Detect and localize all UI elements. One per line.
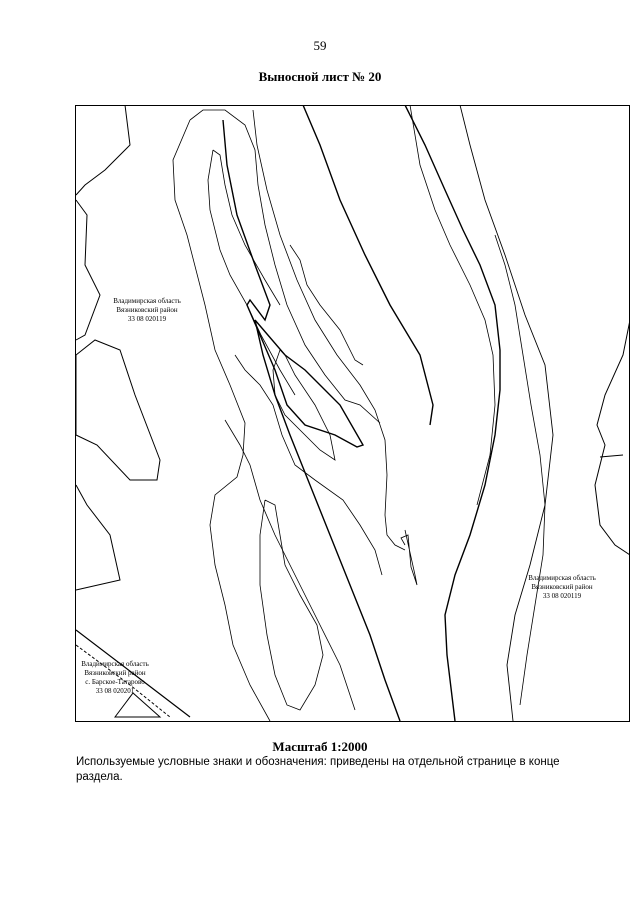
map-label-parcel-bottom-left: Владимирская область Вязниковский район с. Барское-Татарово 33 08 020201 <box>81 660 149 695</box>
map-frame[interactable] <box>75 105 630 722</box>
map-canvas[interactable] <box>75 105 630 722</box>
sheet-title: Выносной лист № 20 <box>258 69 382 84</box>
legend-note: Используемые условные знаки и обозначения: приведены на отдельной странице в конце раздела. <box>76 756 560 783</box>
map-label-parcel-upper-left: Владимирская область Вязниковский район 33 08 020119 <box>113 297 181 323</box>
page-number: 59 <box>313 38 327 53</box>
map-label-parcel-right: Владимирская область Вязниковский район 33 08 020119 <box>528 574 596 600</box>
map-scale: Масштаб 1:2000 <box>272 739 368 754</box>
map-border <box>76 106 630 722</box>
